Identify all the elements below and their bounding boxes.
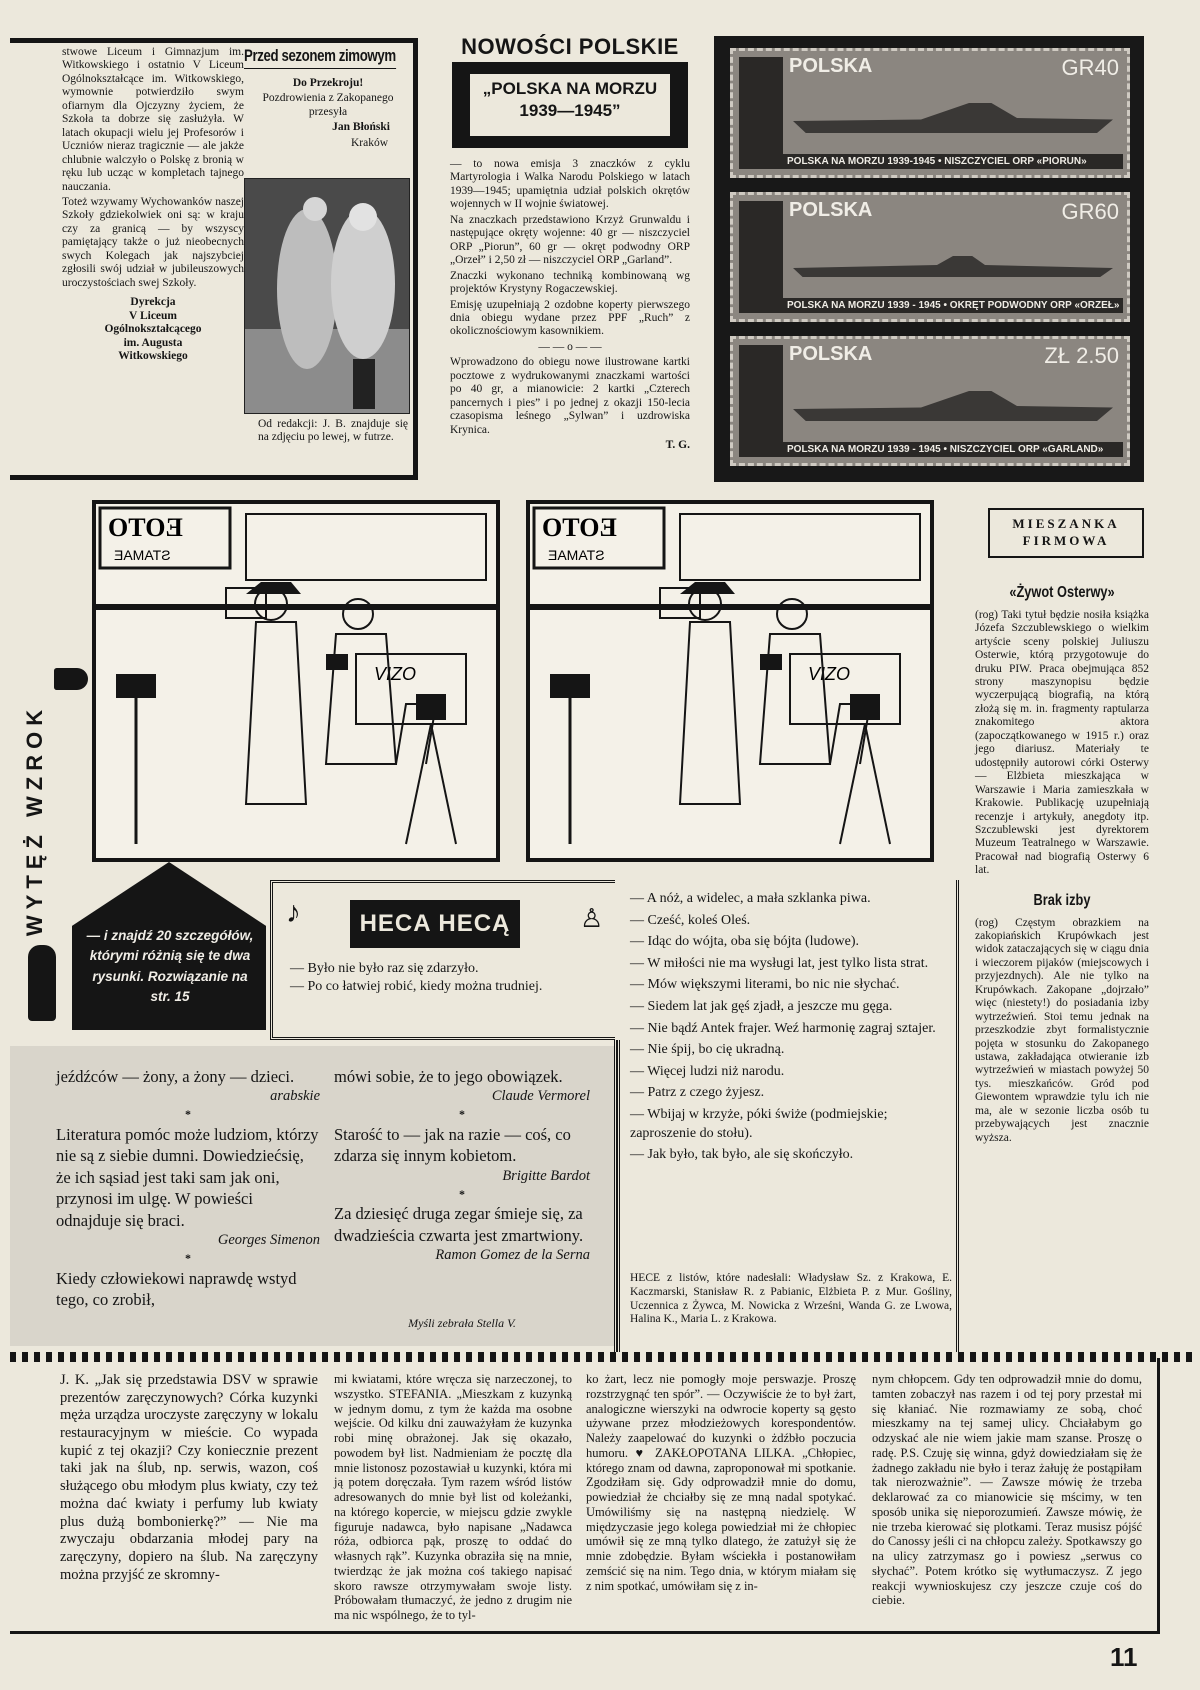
advice-column-2: mi kwiatami, które wręcza się narzeczonej, to wszystko. STEFANIA. „Mieszkam z kuzynką w jednym domu, z tym że każda ma osobne wejście. Od kilku dni zauważyłam że kuzynka robi minę obrażonej. Jak się okazało, powodem był list. Nadmieniam że pocztę dla mnie listonosz pozostawiał u kuzynki, która mi ją potem doręczała. Tym razem wśród listów adresowanych do mnie był list od koleżanki, na którego kopercie, w miejscu gdzie zwykle figuruje nadawca, było napisane „Nadawca róża, odbiorca pąk, proszę to oddać do własnych rąk”. Kuzynka obraziła się na mnie, twierdząc że jak można coś takiego napisać skoro rawsze otrzymywałam swoje listy. Próbowałam tłumaczyć, że jedno z drugim nie ma nic wspólnego, że to tyl-: [334, 1372, 572, 1622]
stamp-value: GR40: [1061, 55, 1119, 80]
mieszanka-title: «Żywot Osterwy»: [1009, 584, 1115, 601]
star-separator: *: [185, 1250, 191, 1265]
grunwald-cross-icon: [739, 201, 783, 313]
photo-caption: Od redakcji: J. B. znajduje się na zdjęciu po lewej, w futrze.: [258, 418, 408, 444]
nowosci-paragraph: Emisję uzupełniają 2 ozdobne koperty pierwszego dnia obiegu wydane przez PPF „Ruch” z okolicznościowym kasownikiem.: [450, 298, 690, 338]
stamp-country: POLSKA: [789, 343, 873, 365]
letter-signature: [62, 296, 244, 363]
heca-line: — Mów większymi literami, bo nic nie słychać.: [630, 977, 900, 993]
letter-paragraph-1: stwowe Liceum i Gimnazjum im. Witkowskiego i ostatnio V Liceum Ogólnokształcące im. Witkowskiego, wymownie potwierdziło swym ofiarnym dla Ojczyzny życiem, że Szkoła ta dobrze się zasłużyła. W latach okupacji wielu jej Profesorów i Uczniów nieraz tragicznie — ale jakże chlubnie walczyło o Polskę z bronią w ręku lub ucząc w kompletach tajnego nauczania.: [62, 46, 244, 193]
figure-icon: ♙: [580, 904, 604, 933]
signature-line: Witkowskiego: [118, 349, 188, 362]
mieszanka-header-line: FIRMOWA: [1022, 532, 1110, 548]
puzzle-instruction: — i znajdź 20 szczegółów, którymi różnią się te dwa rysunki. Rozwiązanie na str. 15: [86, 928, 254, 1004]
heca-line: — Idąc do wójta, oba się bójta (ludowe).: [630, 934, 859, 950]
stamp-40gr: [730, 48, 1130, 178]
shop-sign-stampa: ƎAMATƧ: [548, 547, 605, 563]
stamps-frame: [714, 36, 1144, 482]
submarine-icon: [793, 247, 1113, 277]
quote-author: Georges Simenon: [217, 1232, 320, 1249]
cartoon-right: [526, 500, 934, 862]
destroyer-icon: [793, 103, 1113, 133]
vizo-sign: VIZO: [374, 664, 417, 684]
heca-line: — Po co łatwiej robić, kiedy można trudniej.: [290, 979, 543, 995]
letter-paragraph-2: Toteż wzywamy Wychowanków naszej Szkoły gdziekolwiek oni są: w kraju czy za granicą — by wszyscy pamiętający także o już nieobecnych swych Kolegach jak najszybciej zgłosili swój udział w jubileuszowych uroczystościach swej Szkoły.: [62, 195, 244, 289]
photo-graphic: [245, 179, 410, 414]
zakopane-line: Pozdrowienia z Zakopanego przesyła: [262, 92, 394, 118]
quote-text: Za dziesięć druga zegar śmieje się, za dwadzieścia czwarta jest zmartwiony.: [334, 1204, 584, 1245]
heca-line: — Patrz z czego żyjesz.: [630, 1085, 765, 1101]
quotes-right: [334, 1066, 590, 1265]
heca-border: [956, 880, 960, 1360]
star-separator: *: [459, 1186, 465, 1201]
mieszanka-header: [988, 508, 1144, 558]
vizo-sign: VIZO: [808, 664, 851, 684]
side-label: [20, 700, 50, 940]
quotes-credit: Myśli zebrała Stella V.: [408, 1316, 516, 1330]
grunwald-cross-icon: [739, 57, 783, 169]
mieszanka-header-line: MIESZANKA: [1012, 516, 1120, 531]
stamp-caption: POLSKA NA MORZU 1939 - 1945 • OKRĘT PODWODNY ORP «ORZEŁ»: [783, 298, 1123, 313]
cartoon-left: [92, 500, 500, 862]
quote-text: jeźdźców — żony, a żony — dzieci.: [56, 1067, 295, 1086]
shop-sign-foto: ОТОƎ: [108, 513, 183, 542]
heca-line: — Wbijaj w krzyże, póki świże (podmiejskie; zaproszenie do stołu).: [630, 1107, 888, 1141]
banner-line: 1939—1945”: [519, 101, 621, 121]
heca-line: — Cześć, koleś Oleś.: [630, 912, 751, 928]
nowosci-text: [450, 158, 690, 455]
mieszanka-title: Brak izby: [1033, 891, 1091, 909]
heca-line: — Siedem lat jak gęś zjadł, a jeszcze mu gęga.: [630, 999, 893, 1015]
stamp-value: ZŁ 2.50: [1044, 343, 1119, 368]
signature-line: im. Augusta: [123, 336, 183, 349]
star-separator: *: [459, 1107, 465, 1122]
banner-line: „POLSKA NA MORZU: [482, 79, 658, 98]
advice-column-1: J. K. „Jak się przedstawia DSV w sprawie prezentów zaręczynowych? Córka kuzynki męża urządza uroczyste zaręczyny w lokalu restauracyjnym w mieście. Co wypada kupić z tej okazji? Czy koniecznie prezent taki jak na ślub, np. serwis, wazon, coś służącego obu młodym plus kwiaty, czy też można dać kwiaty i perfumy lub kwiaty plus dużą bombonierkę?” — Nie ma zwyczaju obdarzania młodej pary na zaręczyny, dopiero na ślub. Na zaręczyny można przyjść ze skromny-: [60, 1372, 318, 1583]
trumpeter-icon: ♪: [286, 896, 301, 929]
quote-author: arabskie: [270, 1088, 320, 1105]
heca-line: — Nie śpij, bo cię ukradną.: [630, 1042, 785, 1058]
quote-text: Starość to — jak na razie — coś, co zdarza się innym kobietom.: [334, 1124, 571, 1166]
nowosci-paragraph: Na znaczkach przedstawiono Krzyż Grunwaldu i następujące okręty wojenne: 40 gr — niszczyciel ORP „Piorun”, 60 gr — okręt podwodny ORP „Orzeł” i 2,50 zł — niszczyciel ORP „Garland”.: [450, 213, 690, 267]
heca-divider: [614, 1040, 620, 1358]
heca-line: — Było nie było raz się zdarzyło.: [290, 961, 479, 976]
stamp-country: POLSKA: [789, 55, 873, 77]
heca-intro: [290, 960, 606, 996]
nowosci-separator: — — o — —: [538, 340, 602, 353]
stamp-caption: POLSKA NA MORZU 1939-1945 • NISZCZYCIEL ORP «PIORUN»: [783, 154, 1123, 169]
zakopane-title: Przed sezonem zimowym: [244, 46, 396, 69]
side-label-text: WYTĘŻ WZROK: [22, 703, 47, 937]
destroyer-icon: [793, 391, 1113, 421]
pointing-hand-icon: [54, 668, 88, 690]
quotes-left: [56, 1066, 320, 1310]
cartoon-drawing: [530, 504, 930, 858]
advice-column-4: nym chłopcem. Gdy ten odprowadził mnie do domu, tamten zobaczył nas razem i od tej pory przestał mi się kłaniać. Nie rozmawiamy ze sobą, choć mieszkamy na tej samej ulicy. Chciałabym go odzyskać ale nie wiem jakie mam szanse. Proszę o radę. P.S. Czuję się winna, gdyż dowiedziałam się że żadnego zakładu nie było i teraz żałuję że postąpiłam tak nierozważnie”. — Zawsze mówię że trzeba deklarować za co mianowicie się mścimy, w ten sposób unika się nieporozumień. Zawsze mówię, że nie trzeba kierować się plotkami. Teraz musisz pójść do Canossy jeśli ci na chłopcu zależy. Spotkawszy go na ulicy zatrzymasz go i powiesz „serwus co słychać”. Potem krótko się wytłumaczysz. Z jego reakcji wywnioskujesz czy jeszcze czuje coś do ciebie.: [872, 1372, 1142, 1608]
quote-text: Literatura pomóc może ludziom, którzy nie są z siebie dumni. Dowiedziećsię, że ich sąsiad jest taki sam jak oni, przynosi im ulgę. W powieści odnajduje się braci.: [56, 1124, 319, 1230]
letter-column: [62, 46, 244, 363]
heca-lines: [630, 890, 952, 1168]
mieszanka-text: (rog) Taki tytuł będzie nosiła książka Józefa Szczublewskiego o wielkim artyście sceny polskiej Juliuszu Osterwie, którą przygotowuje do druku PIW. Praca obejmująca 852 strony maszynopisu będzie wyczerpującą biografią, na którą złożą się m. in. fragmenty raptularza znakomitego aktora (zapoczątkowanego w 1915 r.) oraz jego diariusz. Materiały te udostępniły autorowi córki Osterwy — Elżbieta mieszkająca w Warszawie i Maria zamieszkała w Krakowie. Publikację uzupełniają recenzje i artykuły, anegdoty itp. Szczublewski jest dyrektorem Muzeum Teatralnego w Warszawie. Pracował nad biografią Osterwy 6 lat.: [975, 608, 1149, 877]
nowosci-banner-text: [470, 74, 670, 136]
stamp-country: POLSKA: [789, 199, 873, 221]
quote-author: Brigitte Bardot: [502, 1167, 590, 1184]
heca-title: HECA HECĄ: [350, 900, 520, 948]
quote-author: Ramon Gomez de la Serna: [435, 1247, 590, 1264]
advice-column-3: ko żart, lecz nie pomogły moje perswazje. Proszę rozstrzygnąć ten spór”. — Oczywiście że to był żart, analogiczne wierszyki na odwrocie koperty są gęsto używane przez młodzieżowych korespondentów. Należy zaapelować do kuzynki o żdźbło poczucia humoru. ♥ ZAKŁOPOTANA LILKA. „Chłopiec, którego znam od dawna, zaproponował mi spotkanie. Zgodziłam się. Gdy odprowadził mnie do domu, powiedział że chciałby się ze mną nadal spotykać. Umówiliśmy się na następną niedzielę. W międzyczasie jego kolega powiedział mi że chłopiec umówił się ze mną tylko dlatego, że zatużył się że mnie zdobędzie. Byłam wściekła i postanowiłam zemścić się na nim. Tego dnia, w którym miałam się z nim spotkać, umówiłam się z in-: [586, 1372, 856, 1593]
zakopane-city: Kraków: [350, 136, 388, 149]
quote-author: Claude Vermorel: [491, 1088, 590, 1105]
quote-text: mówi sobie, że to jego obowiązek.: [334, 1067, 563, 1086]
heca-line: — Więcej ludzi niż narodu.: [630, 1063, 785, 1079]
stamp-250zl: [730, 336, 1130, 466]
mieszanka-text: (rog) Częstym obrazkiem na zakopiańskich Krupówkach jest widok zataczających się w ciągu dnia i wieczorem pijaków (miejscowych i przyjezdnych). Ale nie tylko na Krupówkach. Zakopane „dojrzało” więc (niestety!) do posiadania izby wytrzeźwień. Stoi temu jednak na przeszkodzie zbyt formalistycznie pojęta w stosunku do Zakopanego ustawa, zakładająca otwieranie izb wytrzeźwień w miastach powyżej 50 tys. mieszkańców. Gród pod Giewontem wprawdzie tylu ich nie ma, ale w sezonie liczba osób tu przebywających jest znacznie wyższa.: [975, 916, 1149, 1144]
star-separator: *: [185, 1107, 191, 1122]
signature-line: V Liceum: [128, 309, 178, 322]
zakopane-author: Jan Błoński: [332, 121, 390, 134]
nowosci-paragraph: Wprowadzono do obiegu nowe ilustrowane kartki pocztowe z wydrukowanymi znaczkami wartości po 40 gr, a mianowicie: 2 kartki „Czterech pancernych i pies” i po jednej z okazji 150-lecia czasopisma leśnego „Sylwan” i uzdrowiska Krynica.: [450, 356, 690, 436]
zakopane-column: [244, 46, 412, 152]
heca-line: — W miłości nie ma wysługi lat, jest tylko lista strat.: [630, 955, 929, 971]
pointing-hand-icon: [28, 945, 56, 1021]
heca-line: — A nóż, a widelec, a mała szklanka piwa.: [630, 891, 871, 906]
signature-line: Dyrekcja: [130, 296, 176, 309]
mieszanka-column: [975, 580, 1149, 1147]
heca-line: — Nie bądź Antek frajer. Weź harmonię zagraj sztajer.: [630, 1020, 936, 1036]
shop-sign-stampa: ƎAMATƧ: [114, 547, 171, 563]
cartoon-drawing: [96, 504, 496, 858]
nowosci-paragraph: — to nowa emisja 3 znaczków z cyklu Martyrologia i Walka Narodu Polskiego w latach 1939—1945; upamiętnia udział polskich okrętów wojennych w II wojnie światowej.: [450, 158, 690, 211]
heca-line: — Jak było, tak było, ale się skończyło.: [630, 1147, 854, 1163]
quote-text: Kiedy człowiekowi naprawdę wstyd tego, co zrobił,: [56, 1268, 297, 1309]
photo-two-people-in-fur: [244, 178, 410, 414]
heca-credit: HECE z listów, które nadesłali: Władysław Sz. z Krakowa, E. Kaczmarski, Stanisław R. z Pabianic, Elżbieta P. z Mur. Gośliny, Uczennica z Żywca, M. Nowicka z Wrześni, Wanda G. ze Lwowa, Halina K., Maria L. z Krakowa.: [630, 1272, 952, 1326]
nowosci-paragraph: Znaczki wykonano techniką kombinowaną wg projektów Krystyny Rogaczewskiej.: [450, 269, 690, 296]
signature-line: Ogólnokształcącego: [104, 323, 202, 336]
shop-sign-foto: ОТОƎ: [542, 513, 617, 542]
stamp-60gr: [730, 192, 1130, 322]
nowosci-banner: [452, 62, 688, 148]
nowosci-signature: T. G.: [665, 439, 690, 452]
stamp-caption: POLSKA NA MORZU 1939 - 1945 • NISZCZYCIEL ORP «GARLAND»: [783, 442, 1123, 457]
page-number: 11: [1110, 1642, 1138, 1672]
grunwald-cross-icon: [739, 345, 783, 457]
stamp-value: GR60: [1061, 199, 1119, 224]
zakopane-greeting: Do Przekroju!: [292, 76, 364, 89]
nowosci-header: NOWOŚCI POLSKIE: [461, 34, 679, 59]
